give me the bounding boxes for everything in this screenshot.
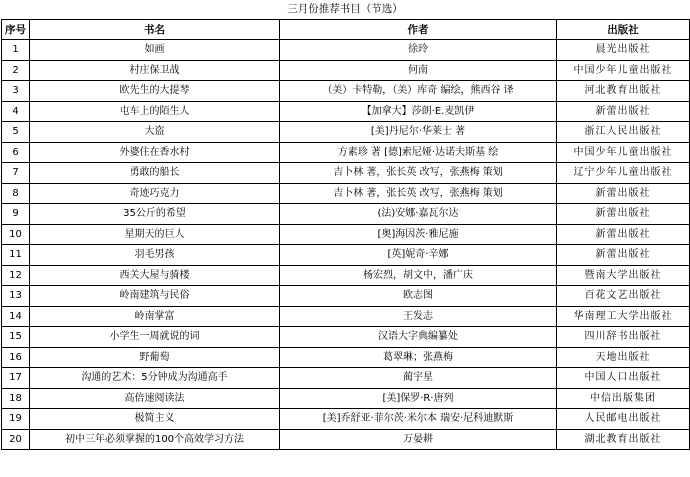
cell-author[interactable]: 王发志 xyxy=(280,306,557,327)
cell-author[interactable]: [美]乔舒亚·菲尔茨·米尔本 瑞安·尼科迪默斯 xyxy=(280,409,557,430)
cell-publisher[interactable]: 中国人口出版社 xyxy=(557,368,690,389)
table-row xyxy=(2,429,690,450)
cell-publisher[interactable]: 新蕾出版社 xyxy=(557,101,690,122)
cell-title[interactable]: 村庄保卫战 xyxy=(30,60,280,81)
cell-title[interactable]: 勇敢的船长 xyxy=(30,163,280,184)
header-title: 书名 xyxy=(30,20,280,40)
cell-title[interactable]: 星期天的巨人 xyxy=(30,224,280,245)
cell-author[interactable]: [奥]海因茨·雅尼施 xyxy=(280,224,557,245)
cell-no[interactable]: 19 xyxy=(2,409,30,430)
header-no: 序号 xyxy=(2,20,30,40)
table-row xyxy=(2,347,690,368)
cell-no[interactable]: 8 xyxy=(2,183,30,204)
cell-author[interactable]: 欧志图 xyxy=(280,286,557,307)
cell-publisher[interactable]: 中国少年儿童出版社 xyxy=(557,60,690,81)
cell-title[interactable]: 岭南掌富 xyxy=(30,306,280,327)
cell-title[interactable]: 外婆住在香水村 xyxy=(30,142,280,163)
cell-publisher[interactable]: 中国少年儿童出版社 xyxy=(557,142,690,163)
cell-author[interactable]: 吉卜林 著，张长英 改写，张燕梅 策划 xyxy=(280,183,557,204)
cell-author[interactable]: 何南 xyxy=(280,60,557,81)
header-row xyxy=(2,20,690,40)
cell-no[interactable]: 20 xyxy=(2,429,30,450)
cell-publisher[interactable]: 新蕾出版社 xyxy=(557,245,690,266)
cell-author[interactable]: 徐玲 xyxy=(280,40,557,61)
cell-publisher[interactable]: 浙江人民出版社 xyxy=(557,122,690,143)
cell-author[interactable]: 葛翠琳；张燕梅 xyxy=(280,347,557,368)
table-row xyxy=(2,204,690,225)
table-row xyxy=(2,368,690,389)
cell-no[interactable]: 18 xyxy=(2,388,30,409)
cell-no[interactable]: 12 xyxy=(2,265,30,286)
header-publisher: 出版社 xyxy=(557,20,690,40)
table-row xyxy=(2,101,690,122)
table-row xyxy=(2,327,690,348)
cell-title[interactable]: 初中三年必须掌握的100个高效学习方法 xyxy=(30,429,280,450)
cell-title[interactable]: 屯车上的陌生人 xyxy=(30,101,280,122)
cell-title[interactable]: 极简主义 xyxy=(30,409,280,430)
cell-publisher[interactable]: 中信出版集团 xyxy=(557,388,690,409)
cell-no[interactable]: 1 xyxy=(2,40,30,61)
cell-title[interactable]: 岭南建筑与民俗 xyxy=(30,286,280,307)
cell-publisher[interactable]: 河北教育出版社 xyxy=(557,81,690,102)
cell-author[interactable]: 汉语大字典编纂处 xyxy=(280,327,557,348)
cell-publisher[interactable]: 百花文艺出版社 xyxy=(557,286,690,307)
cell-no[interactable]: 4 xyxy=(2,101,30,122)
cell-author[interactable]: 万晏耕 xyxy=(280,429,557,450)
cell-title[interactable]: 小学生一周就说的词 xyxy=(30,327,280,348)
cell-publisher[interactable]: 四川辞书出版社 xyxy=(557,327,690,348)
table-body xyxy=(2,40,690,450)
cell-title[interactable]: 沟通的艺术：5分钟成为沟通高手 xyxy=(30,368,280,389)
cell-publisher[interactable]: 新蕾出版社 xyxy=(557,204,690,225)
cell-no[interactable]: 17 xyxy=(2,368,30,389)
cell-publisher[interactable]: 新蕾出版社 xyxy=(557,183,690,204)
cell-publisher[interactable]: 暨南大学出版社 xyxy=(557,265,690,286)
cell-no[interactable]: 15 xyxy=(2,327,30,348)
cell-no[interactable]: 9 xyxy=(2,204,30,225)
table-row xyxy=(2,81,690,102)
cell-publisher[interactable]: 天地出版社 xyxy=(557,347,690,368)
cell-no[interactable]: 2 xyxy=(2,60,30,81)
cell-no[interactable]: 14 xyxy=(2,306,30,327)
cell-no[interactable]: 7 xyxy=(2,163,30,184)
cell-author[interactable]: (法)安娜·嘉瓦尔达 xyxy=(280,204,557,225)
table-row xyxy=(2,224,690,245)
cell-no[interactable]: 3 xyxy=(2,81,30,102)
sheet-title: 三月份推荐书目（节选） xyxy=(287,3,403,15)
cell-title[interactable]: 高倍速阅读法 xyxy=(30,388,280,409)
cell-no[interactable]: 16 xyxy=(2,347,30,368)
cell-author[interactable]: （美）卡特勒，（美）库奇 编绘，熊西谷 译 xyxy=(280,81,557,102)
cell-no[interactable]: 11 xyxy=(2,245,30,266)
table-row xyxy=(2,163,690,184)
cell-title[interactable]: 羽毛男孩 xyxy=(30,245,280,266)
cell-author[interactable]: 方素珍 著 [德]索尼娅·达诺夫斯基 绘 xyxy=(280,142,557,163)
table-row xyxy=(2,122,690,143)
header-author: 作者 xyxy=(280,20,557,40)
table-row xyxy=(2,245,690,266)
cell-author[interactable]: 杨宏烈，胡文中，潘广庆 xyxy=(280,265,557,286)
cell-title[interactable]: 野葡萄 xyxy=(30,347,280,368)
table-row xyxy=(2,409,690,430)
cell-title[interactable]: 如画 xyxy=(30,40,280,61)
table-row xyxy=(2,388,690,409)
table-row xyxy=(2,142,690,163)
cell-author[interactable]: 【加拿大】莎朗·E.麦凯伊 xyxy=(280,101,557,122)
cell-publisher[interactable]: 人民邮电出版社 xyxy=(557,409,690,430)
cell-title[interactable]: 奇迹巧克力 xyxy=(30,183,280,204)
table-row xyxy=(2,306,690,327)
cell-publisher[interactable]: 湖北教育出版社 xyxy=(557,429,690,450)
cell-no[interactable]: 6 xyxy=(2,142,30,163)
cell-publisher[interactable]: 辽宁少年儿童出版社 xyxy=(557,163,690,184)
cell-no[interactable]: 13 xyxy=(2,286,30,307)
cell-author[interactable]: [美]保罗·R·唐列 xyxy=(280,388,557,409)
cell-no[interactable]: 5 xyxy=(2,122,30,143)
cell-author[interactable]: 吉卜林 著，张长英 改写，张燕梅 策划 xyxy=(280,163,557,184)
cell-no[interactable]: 10 xyxy=(2,224,30,245)
cell-author[interactable]: [英]妮奇·辛娜 xyxy=(280,245,557,266)
table-row xyxy=(2,60,690,81)
cell-title[interactable]: 35公斤的希望 xyxy=(30,204,280,225)
cell-publisher[interactable]: 新蕾出版社 xyxy=(557,224,690,245)
cell-author[interactable]: 蔺宇星 xyxy=(280,368,557,389)
cell-author[interactable]: [美]丹尼尔·华莱士 著 xyxy=(280,122,557,143)
table-row xyxy=(2,40,690,61)
table-row xyxy=(2,265,690,286)
book-table xyxy=(1,19,690,450)
table-row xyxy=(2,286,690,307)
cell-title[interactable]: 大盗 xyxy=(30,122,280,143)
table-row xyxy=(2,183,690,204)
cell-title[interactable]: 西关大屋与骑楼 xyxy=(30,265,280,286)
cell-publisher[interactable]: 华南理工大学出版社 xyxy=(557,306,690,327)
cell-publisher[interactable]: 晨光出版社 xyxy=(557,40,690,61)
cell-title[interactable]: 欧先生的大提琴 xyxy=(30,81,280,102)
